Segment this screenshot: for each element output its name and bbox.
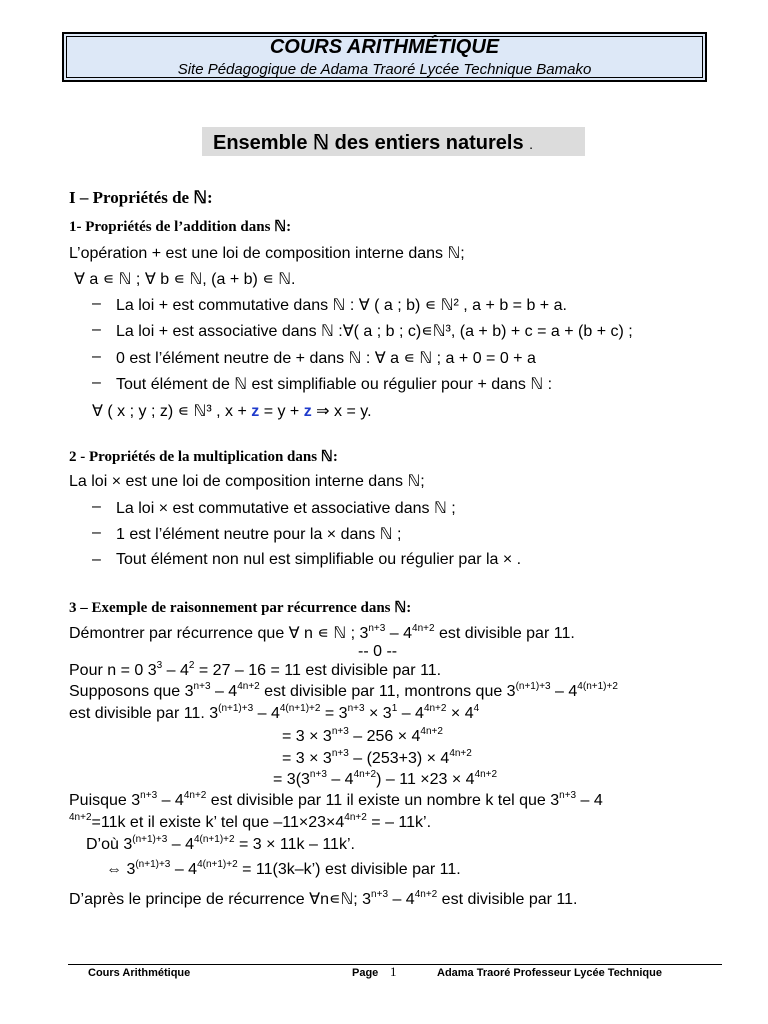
sub3-title: 3 – Exemple de raisonnement par récurrence dans ℕ: bbox=[69, 600, 412, 616]
sub3-since bbox=[69, 792, 603, 810]
sub1-title: 1- Propriétés de l’addition dans ℕ: bbox=[69, 219, 292, 235]
text: Puisque 3 bbox=[69, 792, 141, 809]
sub1-item-associative: La loi + est associative dans ℕ :∀( a ; b ; c)∊ℕ³, (a + b) + c = a + (b + c) ; bbox=[116, 323, 633, 340]
text: – 4 bbox=[388, 891, 415, 908]
exponent: 4n+2 bbox=[183, 790, 207, 801]
exponent: (n+1)+3 bbox=[218, 703, 254, 714]
sub1-item-regular: Tout élément de ℕ est simplifiable ou régulier pour + dans ℕ : bbox=[116, 376, 553, 393]
text: D’où 3 bbox=[86, 836, 133, 853]
text: est divisible par 11, montrons que 3 bbox=[259, 683, 516, 700]
text: = 27 – 16 = 11 est divisible par 11. bbox=[194, 662, 442, 679]
exponent: 4n+2 bbox=[237, 681, 260, 692]
header-box bbox=[62, 32, 707, 82]
exponent: n+3 bbox=[309, 769, 327, 780]
text: – 4 bbox=[550, 683, 578, 700]
exponent: n+3 bbox=[347, 703, 365, 714]
course-title: COURS ARITHMÉTIQUE bbox=[269, 36, 500, 58]
sub2-item-neutral: 1 est l’élément neutre pour la × dans ℕ ; bbox=[116, 526, 402, 543]
exponent: 2 bbox=[188, 660, 195, 671]
exponent: n+3 bbox=[559, 790, 577, 801]
text: – 4 bbox=[576, 792, 603, 809]
exponent: 4(n+1)+2 bbox=[193, 834, 235, 845]
sub2-item-comm-assoc: La loi × est commutative et associative dans ℕ ; bbox=[116, 500, 456, 517]
text: ⇔ 3 bbox=[106, 861, 136, 878]
footer-right: Adama Traoré Professeur Lycée Technique bbox=[437, 967, 662, 979]
exponent: 4(n+1)+2 bbox=[577, 681, 618, 692]
sub1-item-commutative: La loi + est commutative dans ℕ : ∀ ( a ; b) ∊ ℕ² , a + b = b + a. bbox=[116, 297, 567, 314]
text: Supposons que 3 bbox=[69, 683, 194, 700]
sub1-item-dash: – bbox=[92, 374, 101, 391]
exponent: n+3 bbox=[331, 748, 349, 759]
exponent: (n+1)+3 bbox=[135, 859, 171, 870]
exponent: 1 bbox=[391, 703, 398, 714]
exponent: n+3 bbox=[368, 623, 386, 634]
subject-title-text: Ensemble ℕ des entiers naturels bbox=[213, 132, 524, 154]
text: ) – 11 ×23 × 4 bbox=[376, 771, 475, 788]
exponent: 4n+2 bbox=[412, 623, 435, 634]
exponent: 4 bbox=[473, 703, 480, 714]
sub3-equivalence bbox=[106, 861, 461, 879]
exponent: 4n+2 bbox=[449, 748, 472, 759]
exponent: n+3 bbox=[140, 790, 158, 801]
sub3-base-case bbox=[69, 662, 441, 680]
text: est divisible par 11. bbox=[434, 625, 575, 642]
sub3-conclusion bbox=[69, 889, 577, 909]
exponent: 4n+2 bbox=[414, 889, 438, 900]
sub1-regular-formula bbox=[92, 401, 372, 421]
sub2-item-dash: – bbox=[92, 524, 101, 541]
sub3-statement bbox=[69, 623, 575, 643]
text: – 4 bbox=[162, 662, 189, 679]
formula-z2: z bbox=[303, 403, 312, 420]
footer-page-label: Page bbox=[352, 967, 379, 979]
exponent: 4n+2 bbox=[420, 726, 443, 737]
sub3-exists bbox=[69, 814, 431, 832]
sub3-step-2 bbox=[282, 728, 443, 746]
sub3-step-4 bbox=[273, 771, 497, 789]
text: – 4 bbox=[210, 683, 238, 700]
text: = 3 × 3 bbox=[282, 750, 332, 767]
sub3-step-3 bbox=[282, 750, 472, 768]
text: – 4 bbox=[385, 625, 413, 642]
text: = 11(3k–k’) est divisible par 11. bbox=[237, 861, 461, 878]
sub3-separator: -- 0 -- bbox=[358, 643, 398, 660]
footer-left: Cours Arithmétique bbox=[88, 967, 191, 979]
subject-title-dot: . bbox=[529, 136, 534, 152]
subject-title bbox=[213, 130, 533, 155]
text: – 4 bbox=[170, 861, 198, 878]
exponent: 4n+2 bbox=[344, 812, 367, 823]
sub3-hypothesis bbox=[69, 683, 618, 701]
sub1-item-neutral: 0 est l’élément neutre de + dans ℕ : ∀ a ∊ ℕ ; a + 0 = 0 + a bbox=[116, 350, 536, 367]
text: = – 11k’. bbox=[366, 814, 432, 831]
text: = 3 × 11k – 11k’. bbox=[234, 836, 355, 853]
sub1-intro: L’opération + est une loi de composition interne dans ℕ; bbox=[69, 245, 465, 262]
sub2-title: 2 - Propriétés de la multiplication dans ℕ: bbox=[69, 449, 338, 465]
sub1-item-dash: – bbox=[92, 295, 101, 312]
text: – 4 bbox=[157, 792, 184, 809]
formula-pre: ∀ ( x ; y ; z) ∊ ℕ³ , x + bbox=[92, 403, 252, 420]
text: = 3 bbox=[320, 705, 348, 722]
text: D’après le principe de récurrence ∀n∊ℕ; 3 bbox=[69, 891, 372, 908]
text: est divisible par 11. bbox=[437, 891, 578, 908]
text: × 3 bbox=[364, 705, 392, 722]
exponent: 4(n+1)+2 bbox=[279, 703, 321, 714]
formula-post: ⇒ x = y. bbox=[311, 403, 372, 420]
exponent: (n+1)+3 bbox=[132, 834, 168, 845]
exponent: n+3 bbox=[331, 726, 349, 737]
formula-mid: = y + bbox=[259, 403, 304, 420]
sub2-item-dash: – bbox=[92, 551, 101, 568]
footer-page-number: 1 bbox=[390, 964, 397, 979]
text: – (253+3) × 4 bbox=[348, 750, 450, 767]
exponent: 4n+2 bbox=[353, 769, 377, 780]
text: – 4 bbox=[326, 771, 354, 788]
sub1-forall: ∀ a ∊ ℕ ; ∀ b ∊ ℕ, (a + b) ∊ ℕ. bbox=[74, 271, 296, 288]
section-1-title: I – Propriétés de ℕ: bbox=[69, 188, 213, 207]
text: est divisible par 11 il existe un nombre k tel que 3 bbox=[206, 792, 560, 809]
exponent: 3 bbox=[156, 660, 163, 671]
exponent: 4n+2 bbox=[423, 703, 447, 714]
exponent: 4n+2 bbox=[474, 769, 498, 780]
exponent: n+3 bbox=[193, 681, 211, 692]
course-subtitle: Site Pédagogique de Adama Traoré Lycée Technique Bamako bbox=[177, 61, 592, 78]
text: – 4 bbox=[397, 705, 424, 722]
sub3-hence bbox=[86, 836, 355, 854]
sub1-item-dash: – bbox=[92, 348, 101, 365]
exponent: 4(n+1)+2 bbox=[197, 859, 238, 870]
sub2-intro: La loi × est une loi de composition interne dans ℕ; bbox=[69, 473, 425, 490]
text: est divisible par 11. 3 bbox=[69, 705, 219, 722]
text: Pour n = 0 3 bbox=[69, 662, 157, 679]
text: – 4 bbox=[253, 705, 280, 722]
sub2-item-regular: Tout élément non nul est simplifiable ou régulier par la × . bbox=[116, 551, 522, 568]
text: =11k et il existe k’ tel que –11×23×4 bbox=[91, 814, 345, 831]
text: Démontrer par récurrence que ∀ n ∊ ℕ ; 3 bbox=[69, 625, 369, 642]
sub1-item-dash: – bbox=[92, 321, 101, 338]
text: × 4 bbox=[446, 705, 474, 722]
exponent: n+3 bbox=[371, 889, 389, 900]
text: = 3 × 3 bbox=[282, 728, 332, 745]
exponent: (n+1)+3 bbox=[515, 681, 551, 692]
sub2-item-dash: – bbox=[92, 498, 101, 515]
text: = 3(3 bbox=[273, 771, 310, 788]
text: – 4 bbox=[167, 836, 194, 853]
exponent: 4n+2 bbox=[69, 812, 92, 823]
sub3-step-1 bbox=[69, 705, 479, 723]
formula-z1: z bbox=[251, 403, 260, 420]
text: – 256 × 4 bbox=[348, 728, 421, 745]
